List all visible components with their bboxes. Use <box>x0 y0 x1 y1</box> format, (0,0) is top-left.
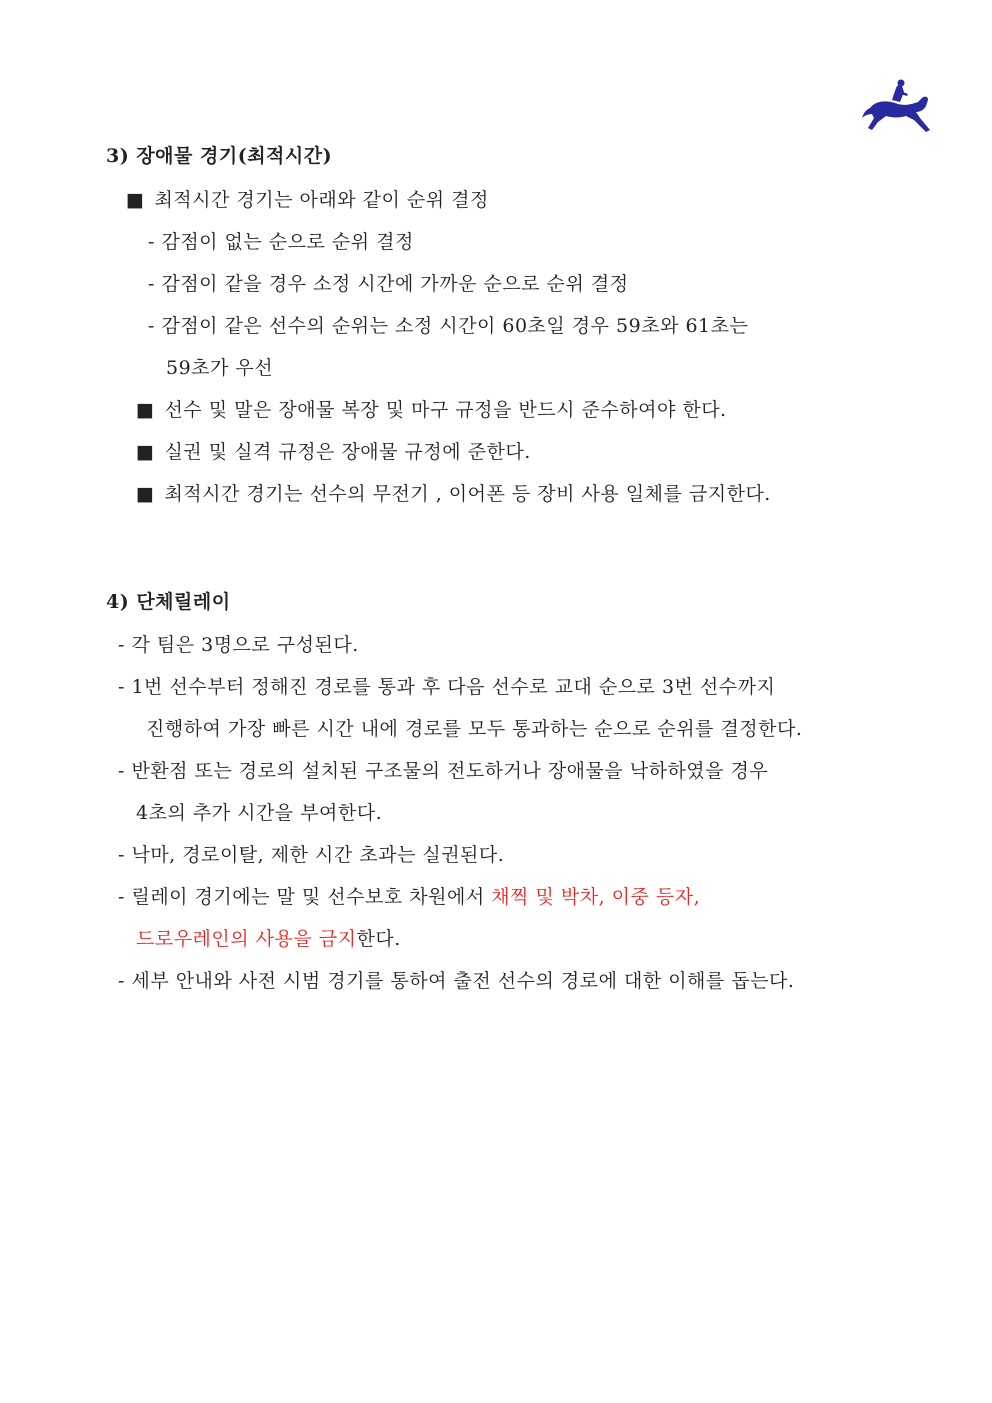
section-3-bullet-2 <box>136 397 727 423</box>
bullet-text: 선수 및 말은 장애물 복장 및 마구 규정을 반드시 준수하여야 한다. <box>164 399 727 421</box>
section-4-item-1: - 각 팀은 3명으로 구성된다. <box>118 634 359 656</box>
bullet-text: 최적시간 경기는 아래와 같이 순위 결정 <box>154 189 489 211</box>
item-5-emphasis: 채찍 및 박차, 이중 등자, <box>491 886 701 908</box>
section-3-bullet-1 <box>126 187 489 213</box>
section-3-bullet-4 <box>136 481 771 507</box>
section-4-item-5-continued <box>136 926 401 952</box>
section-4-item-2-continued: 진행하여 가장 빠른 시간 내에 경로를 모두 통과하는 순으로 순위를 결정한다. <box>146 718 803 740</box>
bullet-square-icon: ■ <box>136 441 155 463</box>
bullet-square-icon: ■ <box>126 189 145 211</box>
section-3-dash-3: - 감점이 같은 선수의 순위는 소정 시간이 60초일 경우 59초와 61초는 <box>148 315 749 337</box>
section-4-item-5 <box>118 884 700 910</box>
section-3-dash-1: - 감점이 없는 순으로 순위 결정 <box>148 231 414 253</box>
section-4-item-3-continued: 4초의 추가 시간을 부여한다. <box>136 802 383 824</box>
horse-rider-jumping-icon <box>862 78 934 134</box>
item-5-continued-text: 한다. <box>356 928 401 950</box>
section-3-dash-2: - 감점이 같을 경우 소정 시간에 가까운 순으로 순위 결정 <box>148 273 629 295</box>
section-4-item-4: - 낙마, 경로이탈, 제한 시간 초과는 실권된다. <box>118 844 505 866</box>
section-4-heading: 4) 단체릴레이 <box>106 591 231 613</box>
section-3-bullet-3 <box>136 439 531 465</box>
bullet-text: 실권 및 실격 규정은 장애물 규정에 준한다. <box>164 441 531 463</box>
item-5-continued-emphasis: 드로우레인의 사용을 금지 <box>136 928 357 950</box>
section-3-dash-3-continued: 59초가 우선 <box>166 357 274 379</box>
section-3-heading: 3) 장애물 경기(최적시간) <box>106 145 333 167</box>
section-4-item-6: - 세부 안내와 사전 시범 경기를 통하여 출전 선수의 경로에 대한 이해를 돕는다. <box>118 970 795 992</box>
bullet-square-icon: ■ <box>136 483 155 505</box>
section-4-item-3: - 반환점 또는 경로의 설치된 구조물의 전도하거나 장애물을 낙하하였을 경우 <box>118 760 769 782</box>
item-5-text: - 릴레이 경기에는 말 및 선수보호 차원에서 <box>118 886 492 908</box>
bullet-text: 최적시간 경기는 선수의 무전기 , 이어폰 등 장비 사용 일체를 금지한다. <box>164 483 771 505</box>
bullet-square-icon: ■ <box>136 399 155 421</box>
section-4-item-2: - 1번 선수부터 정해진 경로를 통과 후 다음 선수로 교대 순으로 3번 선수까지 <box>118 676 776 698</box>
